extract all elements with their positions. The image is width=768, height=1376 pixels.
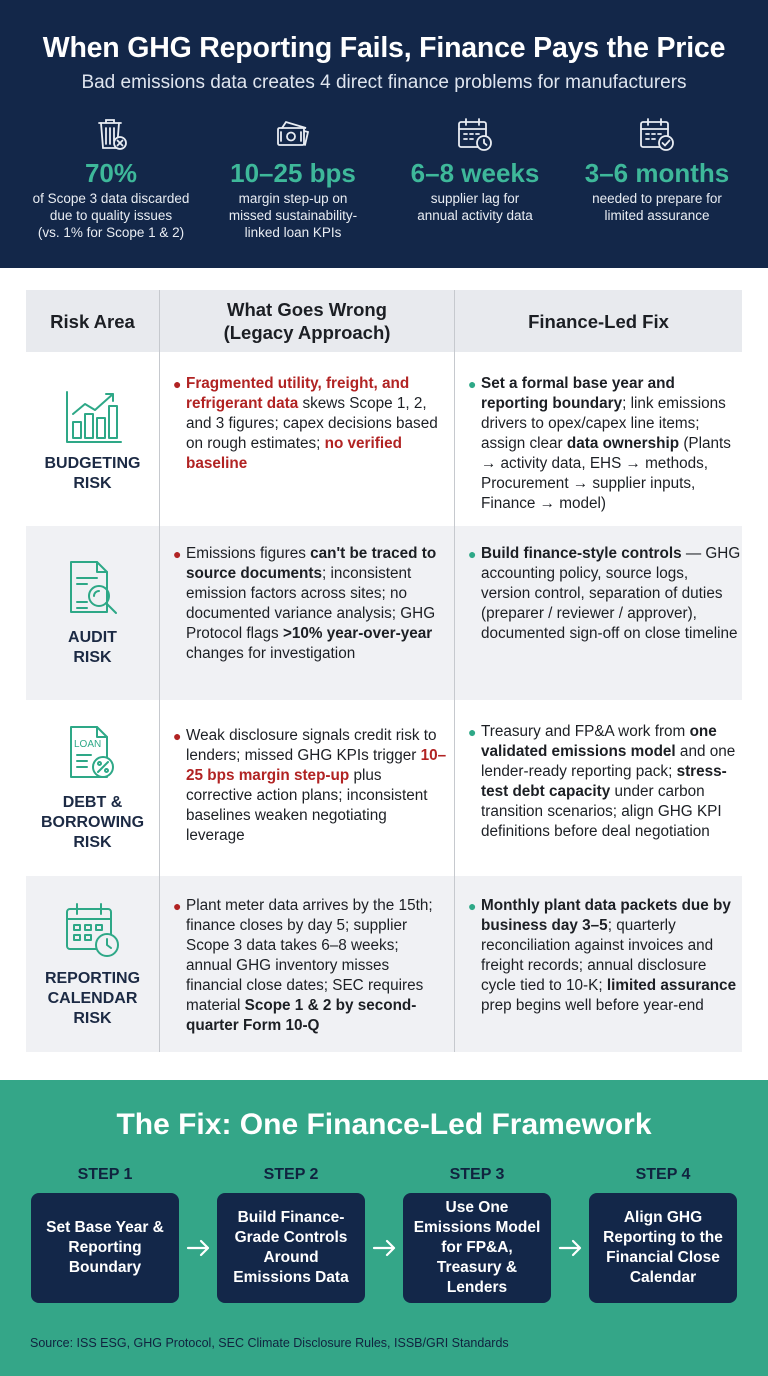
legacy-approach-text: ● Emissions figures can't be traced to source documents; inconsistent emission factors across sites; no documented variance analysis; GHG Protocol flags >10% year-over-year changes for investigation [173, 545, 437, 662]
step-card: Use One Emissions Model for FP&A, Treasury & Lenders [403, 1193, 551, 1303]
step-card: Set Base Year & Reporting Boundary [31, 1193, 179, 1303]
finance-fix-text: ● Monthly plant data packets due by business day 3–5; quarterly reconciliation against invoices and freight records; annual disclosure cycle tied to 10-K; limited assurance prep begins well before year-end [468, 897, 737, 1014]
page-subtitle: Bad emissions data creates 4 direct finance problems for manufacturers [81, 72, 687, 93]
legacy-approach-text: ● Weak disclosure signals credit risk to lenders; missed GHG KPIs trigger 10–25 bps margin step-up plus corrective action plans; inconsistent baselines weaken negotiating leverage [173, 727, 447, 844]
arrow-right-icon [372, 1238, 398, 1258]
table-row [26, 876, 742, 1052]
section-title: The Fix: One Finance-Led Framework [116, 1108, 652, 1141]
legacy-approach-text: ● Plant meter data arrives by the 15th; finance closes by day 5; supplier Scope 3 data takes 6–8 weeks; annual GHG inventory misses financial close dates; SEC requires material Scope 1 & 2 by second-quarter Form 10-Q [173, 897, 433, 1034]
source-citation: Source: ISS ESG, GHG Protocol, SEC Climate Disclosure Rules, ISSB/GRI Standards [30, 1336, 509, 1350]
step-label: STEP 3 [449, 1166, 505, 1183]
loan-document-icon [61, 723, 125, 787]
svg-text:LOAN: LOAN [73, 739, 101, 750]
risk-area-cell [26, 352, 159, 526]
stat-value: 70% [84, 158, 138, 188]
column-divider [159, 290, 160, 1052]
money-icon [200, 112, 386, 156]
table-row [26, 700, 742, 876]
risk-area-cell [26, 526, 159, 700]
trash-x-icon [18, 112, 204, 156]
risk-area-cell [26, 876, 159, 1052]
col-header-finance-fix: Finance-Led Fix [455, 290, 742, 352]
col-header-what-goes-wrong: What Goes Wrong (Legacy Approach) [160, 290, 454, 352]
risk-area-label: AUDIT RISK [68, 629, 117, 666]
stat-label: margin step-up on missed sustainability- linked loan KPIs [228, 191, 358, 240]
document-search-icon [61, 558, 125, 622]
bar-chart-icon [61, 384, 125, 448]
stat-value: 10–25 bps [230, 158, 356, 188]
step-label: STEP 1 [77, 1166, 133, 1183]
stat-scope3-discarded [18, 112, 204, 241]
finance-fix-text: ● Build finance-style controls — GHG accounting policy, source logs, version control, separation of duties (preparer / reviewer / approver), documented sign-off on close timeline [468, 545, 741, 642]
calendar-clock-icon [382, 112, 568, 156]
stat-label: supplier lag for annual activity data [417, 191, 533, 223]
risk-area-label: DEBT & BORROWING RISK [40, 794, 145, 851]
stat-margin-step-up [200, 112, 386, 241]
risk-area-cell [26, 700, 159, 876]
fix-framework-section [0, 1080, 768, 1376]
stat-value: 3–6 months [584, 158, 730, 188]
stat-supplier-lag [382, 112, 568, 224]
page-title: When GHG Reporting Fails, Finance Pays the Price [42, 32, 726, 64]
stat-label: needed to prepare for limited assurance [592, 191, 722, 223]
finance-fix-text: ● Set a formal base year and reporting boundary; link emissions drivers to opex/capex line items; assign clear data ownership (Plants → activity data, EHS → methods, Procurement → supplier inputs, Finance → model) [468, 375, 731, 512]
stat-assurance-prep [564, 112, 750, 224]
step-label: STEP 4 [635, 1166, 691, 1183]
calendar-check-icon [564, 112, 750, 156]
step-card: Align GHG Reporting to the Financial Close Calendar [589, 1193, 737, 1303]
header-banner [0, 0, 768, 268]
table-row [26, 526, 742, 700]
col-header-risk-area: Risk Area [26, 290, 159, 352]
table-row [26, 352, 742, 526]
calendar-clock-icon [61, 899, 125, 963]
arrow-right-icon [558, 1238, 584, 1258]
arrow-right-icon [186, 1238, 212, 1258]
risk-area-label: BUDGETING RISK [44, 455, 141, 492]
stat-value: 6–8 weeks [410, 158, 540, 188]
legacy-approach-text: ● Fragmented utility, freight, and refrigerant data skews Scope 1, 2, and 3 figures; capex decisions based on rough estimates; no verified baseline [173, 375, 438, 472]
risk-area-label: REPORTING CALENDAR RISK [44, 970, 141, 1027]
step-card: Build Finance-Grade Controls Around Emissions Data [217, 1193, 365, 1303]
finance-fix-text: ● Treasury and FP&A work from one validated emissions model and one lender-ready reporting pack; stress-test debt capacity under carbon transition scenarios; align GHG KPI definitions before deal negotiation [468, 723, 736, 840]
step-label: STEP 2 [263, 1166, 319, 1183]
stat-label: of Scope 3 data discarded due to quality issues (vs. 1% for Scope 1 & 2) [32, 191, 190, 240]
column-divider [454, 290, 455, 1052]
